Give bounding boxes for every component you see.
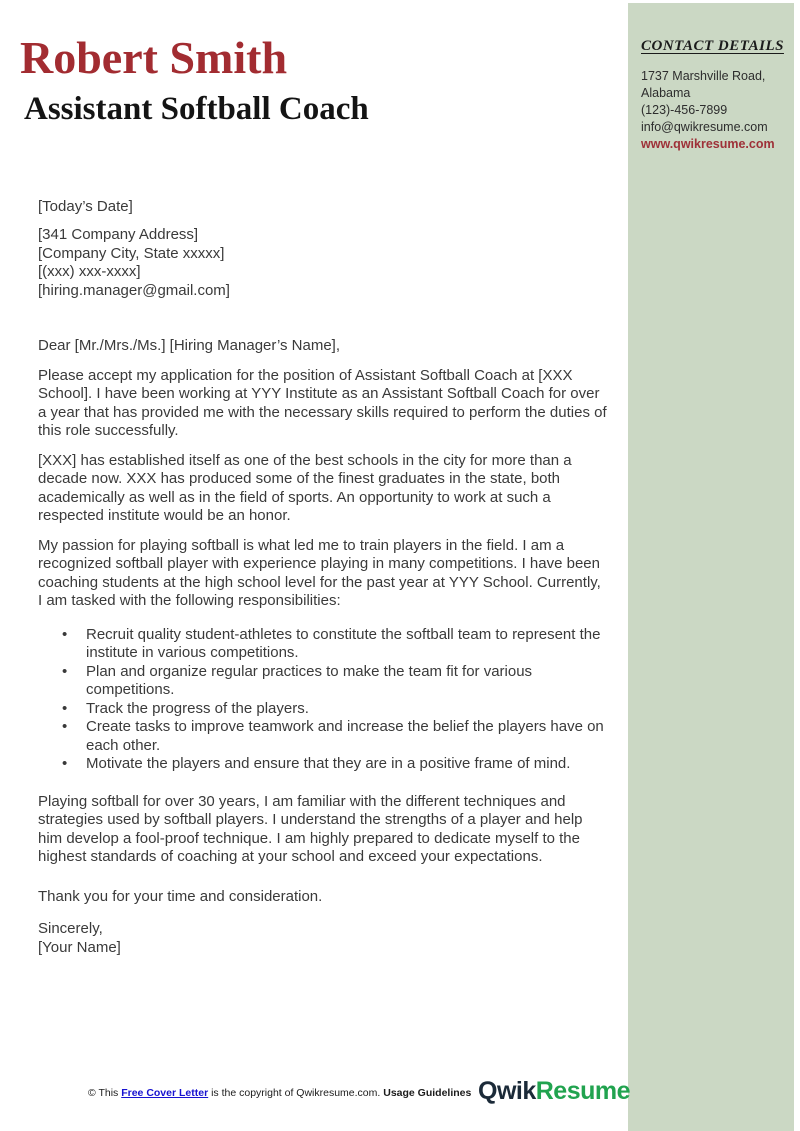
signoff-block xyxy=(38,920,608,957)
responsibilities-list xyxy=(38,626,608,774)
logo-text-resume: Resume xyxy=(535,1077,631,1105)
logo-text-qwik: Qwik xyxy=(478,1077,536,1105)
paragraph-2: [XXX] has established itself as one of the best schools in the city for more than a decade now. XXX has produced some of the finest graduates in the state, both academically as well as in the field of sports. An opportunity to work at such a respected institute would be an honor. xyxy=(38,451,572,525)
address-line-2: Alabama xyxy=(641,86,691,100)
applicant-name: Robert Smith xyxy=(20,32,288,83)
address-line-1: 1737 Marshville Road, xyxy=(641,69,766,83)
company-address-block xyxy=(38,226,608,300)
contact-details-heading: CONTACT DETAILS xyxy=(641,38,784,54)
contact-sidebar xyxy=(628,3,794,1131)
contact-info-block xyxy=(641,68,784,153)
signature-placeholder: [Your Name] xyxy=(38,938,121,956)
signoff-line: Sincerely, xyxy=(38,920,103,938)
free-cover-letter-link[interactable]: Free Cover Letter xyxy=(121,1087,209,1099)
thanks-line: Thank you for your time and consideration. xyxy=(38,887,323,905)
company-address-line: [(xxx) xxx-xxxx] xyxy=(38,263,141,281)
usage-guidelines-link[interactable]: Usage Guidelines xyxy=(383,1087,472,1099)
phone-number: (123)-456-7899 xyxy=(641,103,728,117)
closing-paragraph: Playing softball for over 30 years, I am familiar with the different techniques and strategies used by softball players. I understand the strengths of a player and help him develop a fool-proof technique. I am highly prepared to dedicate myself to the highest standards of coaching at your school and exceed your expectations. xyxy=(38,792,583,866)
bullet-item: • Track the progress of the players. xyxy=(38,700,608,719)
job-title: Assistant Softball Coach xyxy=(24,91,369,128)
paragraph-3: My passion for playing softball is what led me to train players in the field. I am a recognized softball player with experience playing in many competitions. I have been coaching students at the high school level for the past year at YYY School. Currently, I am tasked with the following responsibilities: xyxy=(38,536,601,610)
paragraph-1: Please accept my application for the position of Assistant Softball Coach at [XXX School]. I have been working at YYY Institute as an Assistant Softball Coach for over a year that has provided me with the necessary skills required to perform the duties of this role successfully. xyxy=(38,366,607,440)
copyright-prefix: © This xyxy=(88,1087,122,1099)
company-address-line: [341 Company Address] xyxy=(38,226,199,244)
bullet-item: • Recruit quality student-athletes to constitute the softball team to represent the institute in various competitions. xyxy=(38,626,608,663)
bullet-item: • Plan and organize regular practices to make the team fit for various competitions. xyxy=(38,663,608,700)
email-address: info@qwikresume.com xyxy=(641,120,768,134)
letter-body xyxy=(38,198,608,958)
bullet-item: • Motivate the players and ensure that they are in a positive frame of mind. xyxy=(38,755,608,774)
bullet-item: • Create tasks to improve teamwork and increase the belief the players have on each other. xyxy=(38,718,608,755)
date-placeholder: [Today’s Date] xyxy=(38,197,133,215)
website-link[interactable]: www.qwikresume.com xyxy=(641,137,775,151)
salutation: Dear [Mr./Mrs./Ms.] [Hiring Manager’s Name], xyxy=(38,337,341,355)
qwikresume-logo xyxy=(478,1077,630,1106)
copyright-line xyxy=(88,1087,471,1099)
company-address-line: [Company City, State xxxxx] xyxy=(38,244,225,262)
copyright-middle: is the copyright of Qwikresume.com. xyxy=(208,1087,384,1099)
company-address-line: [hiring.manager@gmail.com] xyxy=(38,281,230,299)
